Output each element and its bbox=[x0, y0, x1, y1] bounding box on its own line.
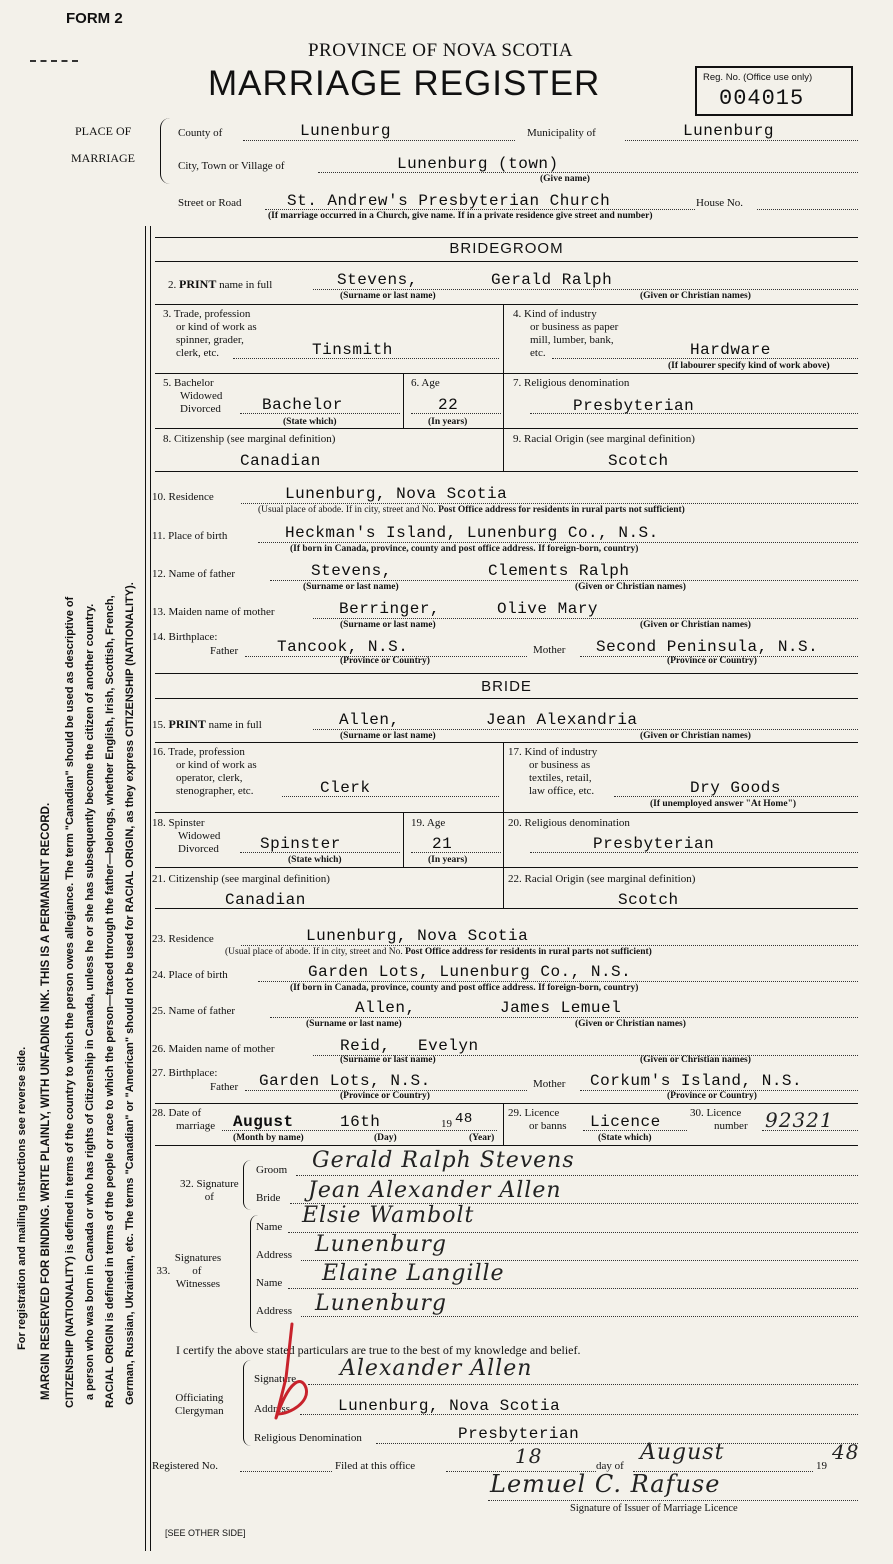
place-label-1: PLACE OF bbox=[75, 124, 132, 138]
margin-racial-def-1: RACIAL ORIGIN is defined in terms of the people or race to which the person—traced through the father—belongs, whether English, Irish, Scottish, French, bbox=[104, 595, 116, 1408]
licence-value: Licence bbox=[590, 1113, 661, 1131]
groom-row-rule-3 bbox=[155, 428, 858, 429]
bride-citizenship: Canadian bbox=[225, 891, 306, 909]
date-bottom-rule bbox=[155, 1145, 858, 1146]
licence-number: 92321 bbox=[765, 1108, 834, 1132]
clergy-address: Lunenburg, Nova Scotia bbox=[338, 1397, 561, 1415]
clergy-brace bbox=[243, 1360, 254, 1446]
bride-mother-given: Evelyn bbox=[418, 1037, 479, 1055]
groom-bp-father-note: (Province or Country) bbox=[340, 656, 430, 666]
bride-state-which: (State which) bbox=[288, 855, 342, 865]
bride-col-divider bbox=[503, 742, 504, 908]
groom-status-label: 5. Bachelor Widowed Divorced bbox=[163, 377, 223, 415]
witness2-name-label: Name bbox=[256, 1277, 283, 1289]
reg-no-value: 004015 bbox=[719, 86, 805, 111]
denomination: Presbyterian bbox=[458, 1425, 580, 1443]
groom-sig-line bbox=[296, 1175, 858, 1176]
month-note: (Month by name) bbox=[233, 1133, 304, 1143]
bride-religion: Presbyterian bbox=[593, 835, 715, 853]
municipality-line bbox=[625, 140, 858, 141]
bride-status-label: 18. Spinster Widowed Divorced bbox=[152, 817, 221, 855]
filed-day: 18 bbox=[515, 1444, 543, 1468]
licence-label: 29. Licence or banns bbox=[508, 1107, 567, 1132]
bridegroom-heading: BRIDEGROOM bbox=[449, 240, 564, 257]
bride-birth-note: (If born in Canada, province, county and post office address. If foreign-born, country) bbox=[290, 983, 639, 993]
see-other-side: [SEE OTHER SIDE] bbox=[165, 1528, 246, 1538]
street-value: St. Andrew's Presbyterian Church bbox=[287, 192, 611, 210]
bride-bp-mother-note: (Province or Country) bbox=[667, 1091, 757, 1101]
house-line bbox=[757, 209, 858, 210]
groom-industry-note: (If labourer specify kind of work above) bbox=[668, 361, 830, 371]
bride-name-line bbox=[313, 729, 858, 730]
bride-row-rule-3 bbox=[155, 867, 858, 868]
bride-father-label: 25. Name of father bbox=[152, 1005, 236, 1017]
bride-industry-note: (If unemployed answer "At Home") bbox=[650, 799, 797, 809]
groom-birth-line bbox=[258, 542, 858, 543]
marriage-day: 16th bbox=[340, 1113, 381, 1131]
margin-racial-def-2: German, Russian, Ukrainian, etc. The terms "Canadian" or "American" should not be used for RACIAL ORIGIN, as they express CITIZENSHIP (NATIONALITY). bbox=[124, 582, 136, 1405]
marriage-year: 48 bbox=[455, 1111, 473, 1127]
groom-age-divider bbox=[403, 373, 404, 428]
bride-birth-label: 24. Place of birth bbox=[152, 969, 228, 981]
bride-residence-note: (Usual place of abode. If in city, street and No. Post Office address for residents in rural parts not sufficient) bbox=[225, 947, 652, 957]
place-brace bbox=[160, 118, 171, 184]
reg-no-box bbox=[695, 66, 853, 116]
bride-surname: Allen, bbox=[339, 711, 400, 729]
groom-age-label: 6. Age bbox=[411, 377, 440, 389]
county-label: County of bbox=[178, 127, 223, 139]
groom-col-divider bbox=[503, 304, 504, 471]
witness2-address: Lunenburg bbox=[315, 1291, 447, 1316]
licence-state-which: (State which) bbox=[598, 1133, 652, 1143]
bride-bp-father-note: (Province or Country) bbox=[340, 1091, 430, 1101]
bride-age-note: (In years) bbox=[428, 855, 468, 865]
certify-statement: I certify the above stated particulars are true to the best of my knowledge and belief. bbox=[176, 1343, 581, 1357]
groom-residence-note: (Usual place of abode. If in city, street and No. Post Office address for residents in rural parts not sufficient) bbox=[258, 505, 685, 515]
marriage-month: August bbox=[233, 1113, 294, 1131]
groom-birth: Heckman's Island, Lunenburg Co., N.S. bbox=[285, 524, 659, 542]
groom-state-which: (State which) bbox=[283, 417, 337, 427]
day-note: (Day) bbox=[374, 1133, 397, 1143]
bride-age-label: 19. Age bbox=[411, 817, 446, 829]
bride-birthplace-mother: Corkum's Island, N.S. bbox=[590, 1072, 803, 1090]
bride-age-divider bbox=[403, 812, 404, 867]
house-label: House No. bbox=[696, 197, 744, 209]
bride-given-note: (Given or Christian names) bbox=[640, 731, 751, 741]
groom-residence: Lunenburg, Nova Scotia bbox=[285, 485, 508, 503]
bride-row-rule-1 bbox=[155, 742, 858, 743]
bride-racial: Scotch bbox=[618, 891, 679, 909]
groom-citizenship-label: 8. Citizenship (see marginal definition) bbox=[163, 433, 336, 445]
groom-trade: Tinsmith bbox=[312, 341, 393, 359]
day-of-label: day of bbox=[596, 1460, 624, 1472]
groom-age: 22 bbox=[438, 396, 459, 414]
groom-father-label: 12. Name of father bbox=[152, 568, 236, 580]
bride-religion-label: 20. Religious denomination bbox=[508, 817, 630, 829]
page-title: MARRIAGE REGISTER bbox=[208, 64, 601, 103]
bride-industry: Dry Goods bbox=[690, 779, 781, 797]
marriage-year-prefix: 19 bbox=[441, 1118, 452, 1130]
street-note: (If marriage occurred in a Church, give name. If in a private residence give street and number) bbox=[268, 211, 653, 221]
groom-bp-mother-note: (Province or Country) bbox=[667, 656, 757, 666]
groom-residence-line bbox=[241, 503, 858, 504]
bride-surname-note: (Surname or last name) bbox=[340, 731, 436, 741]
filed-year-prefix: 19 bbox=[816, 1460, 827, 1472]
binding-margin-line bbox=[145, 226, 146, 1551]
margin-citizenship-def-2: a person who was born in Canada or who has rights of Citizenship in Canada, unless he or she has subsequently become the citizen of another country. bbox=[84, 603, 96, 1400]
county-value: Lunenburg bbox=[300, 122, 391, 140]
groom-birthplace-label: 14. Birthplace: Father bbox=[152, 631, 239, 657]
bride-mother-given-note: (Given or Christian names) bbox=[640, 1055, 751, 1065]
groom-religion: Presbyterian bbox=[573, 397, 695, 415]
groom-mother-given: Olive Mary bbox=[497, 600, 599, 618]
bride-status: Spinster bbox=[260, 835, 341, 853]
filed-month: August bbox=[640, 1440, 725, 1465]
bride-birthplace-father: Garden Lots, N.S. bbox=[259, 1072, 431, 1090]
issuer-signature: Lemuel C. Rafuse bbox=[490, 1470, 721, 1498]
witness2-name: Elaine Langille bbox=[322, 1261, 505, 1286]
groom-sig-label: Groom bbox=[256, 1164, 288, 1176]
officiating-label: Officiating Clergyman bbox=[175, 1392, 224, 1417]
city-value: Lunenburg (town) bbox=[397, 155, 559, 173]
groom-father-line bbox=[270, 580, 858, 581]
bride-birth-line bbox=[258, 981, 858, 982]
groom-father-surname-note: (Surname or last name) bbox=[303, 582, 399, 592]
groom-given-note: (Given or Christian names) bbox=[640, 291, 751, 301]
red-check-mark bbox=[262, 1318, 322, 1428]
bride-heading-rule bbox=[155, 698, 858, 699]
clergy-sig-line bbox=[308, 1384, 858, 1385]
municipality-label: Municipality of bbox=[527, 127, 596, 139]
witness-label: Signatures 33. of Witnesses bbox=[156, 1252, 222, 1290]
give-name-note: (Give name) bbox=[540, 174, 590, 184]
street-label: Street or Road bbox=[178, 197, 242, 209]
signature-label: 32. Signature of bbox=[180, 1178, 239, 1203]
clergy-sig-label: Signature bbox=[254, 1373, 297, 1385]
issuer-line bbox=[488, 1500, 858, 1501]
groom-signature: Gerald Ralph Stevens bbox=[312, 1148, 575, 1173]
groom-birthplace-father: Tancook, N.S. bbox=[277, 638, 409, 656]
date-label: 28. Date of marriage bbox=[152, 1107, 216, 1132]
bride-father-surname-note: (Surname or last name) bbox=[306, 1019, 402, 1029]
groom-racial-label: 9. Racial Origin (see marginal definition) bbox=[513, 433, 695, 445]
denomination-label: Religious Denomination bbox=[254, 1432, 362, 1444]
registered-line bbox=[240, 1471, 332, 1472]
groom-name-label: 2. PRINT name in full bbox=[168, 277, 273, 291]
groom-father-surname: Stevens, bbox=[311, 562, 392, 580]
reg-no-label: Reg. No. (Office use only) bbox=[703, 72, 813, 83]
witness2-name-line bbox=[288, 1288, 858, 1289]
groom-age-note: (In years) bbox=[428, 417, 468, 427]
bride-bp-mother-label: Mother bbox=[533, 1078, 566, 1090]
bride-top-rule bbox=[155, 673, 858, 674]
bride-citizenship-label: 21. Citizenship (see marginal definition) bbox=[152, 873, 330, 885]
groom-mother-label: 13. Maiden name of mother bbox=[152, 606, 275, 618]
groom-birthplace-mother: Second Peninsula, N.S. bbox=[596, 638, 819, 656]
filed-label: Filed at this office bbox=[335, 1460, 416, 1472]
witness1-address-label: Address bbox=[256, 1249, 293, 1261]
groom-name-line bbox=[313, 289, 858, 290]
bride-father-given-note: (Given or Christian names) bbox=[575, 1019, 686, 1029]
issuer-label: Signature of Issuer of Marriage Licence bbox=[570, 1503, 738, 1514]
bride-trade: Clerk bbox=[320, 779, 371, 797]
bride-age-line bbox=[411, 852, 501, 853]
bride-birth: Garden Lots, Lunenburg Co., N.S. bbox=[308, 963, 632, 981]
bride-residence-line bbox=[241, 945, 858, 946]
groom-row-rule-4 bbox=[155, 471, 858, 472]
groom-industry-label: 4. Kind of industry or business as paper mill, lumber, bank, etc. bbox=[513, 308, 619, 359]
witness2-address-label: Address bbox=[256, 1305, 293, 1317]
margin-binding-notice: MARGIN RESERVED FOR BINDING. WRITE PLAINLY, WITH UNFADING INK. THIS IS A PERMANENT RECORD. bbox=[40, 802, 52, 1400]
bride-father-surname: Allen, bbox=[355, 999, 416, 1017]
witness1-name: Elsie Wambolt bbox=[302, 1203, 475, 1228]
groom-surname-note: (Surname or last name) bbox=[340, 291, 436, 301]
clergy-address-label: Address bbox=[254, 1403, 291, 1415]
groom-citizenship: Canadian bbox=[240, 452, 321, 470]
province-heading: PROVINCE OF NOVA SCOTIA bbox=[307, 40, 574, 61]
signature-brace bbox=[243, 1160, 254, 1210]
margin-instructions: For registration and mailing instructions see reverse side. bbox=[16, 1046, 28, 1350]
licence-no-label: 30. Licence number bbox=[690, 1107, 748, 1132]
groom-bp-mother-label: Mother bbox=[533, 644, 566, 656]
groom-trade-label: 3. Trade, profession or kind of work as spinner, grader, clerk, etc. bbox=[163, 308, 257, 359]
place-label-2: MARRIAGE bbox=[71, 151, 136, 165]
bride-mother-label: 26. Maiden name of mother bbox=[152, 1043, 275, 1055]
groom-row-rule-1 bbox=[155, 304, 858, 305]
groom-father-given: Clements Ralph bbox=[488, 562, 630, 580]
form-number: FORM 2 bbox=[66, 10, 123, 27]
filed-year: 48 bbox=[832, 1440, 860, 1464]
clergy-signature: Alexander Allen bbox=[340, 1356, 533, 1381]
bride-father-line bbox=[270, 1017, 858, 1018]
licence-divider bbox=[503, 1103, 504, 1145]
bride-industry-label: 17. Kind of industry or business as textiles, retail, law office, etc. bbox=[508, 746, 598, 797]
groom-residence-label: 10. Residence bbox=[152, 491, 214, 503]
groom-racial: Scotch bbox=[608, 452, 669, 470]
groom-row-rule-2 bbox=[155, 373, 858, 374]
bride-sig-label: Bride bbox=[256, 1192, 281, 1204]
bride-trade-line bbox=[282, 796, 499, 797]
witness1-name-label: Name bbox=[256, 1221, 283, 1233]
bride-heading: BRIDE bbox=[481, 678, 532, 695]
groom-father-given-note: (Given or Christian names) bbox=[575, 582, 686, 592]
bride-signature: Jean Alexander Allen bbox=[308, 1178, 562, 1203]
bridegroom-heading-rule bbox=[155, 261, 858, 262]
bride-racial-label: 22. Racial Origin (see marginal definition) bbox=[508, 873, 696, 885]
bride-mother-surname-note: (Surname or last name) bbox=[340, 1055, 436, 1065]
bridegroom-top-rule bbox=[155, 237, 858, 238]
groom-industry: Hardware bbox=[690, 341, 771, 359]
groom-given: Gerald Ralph bbox=[491, 271, 613, 289]
witness1-address: Lunenburg bbox=[315, 1232, 447, 1257]
city-label: City, Town or Village of bbox=[178, 160, 285, 172]
groom-birth-note: (If born in Canada, province, county and post office address. If foreign-born, country) bbox=[290, 544, 639, 554]
groom-status: Bachelor bbox=[262, 396, 343, 414]
groom-surname: Stevens, bbox=[337, 271, 418, 289]
margin-citizenship-def-1: CITIZENSHIP (NATIONALITY) is defined in terms of the country to which the person owes allegiance. The term "Canadian" should be used as descriptive of bbox=[64, 596, 76, 1408]
date-top-rule bbox=[155, 1103, 858, 1104]
bride-residence: Lunenburg, Nova Scotia bbox=[306, 927, 529, 945]
bride-name-label: 15. PRINT name in full bbox=[152, 717, 262, 731]
denomination-line bbox=[376, 1443, 858, 1444]
groom-mother-surname: Berringer, bbox=[339, 600, 441, 618]
groom-mother-given-note: (Given or Christian names) bbox=[640, 620, 751, 630]
year-note: (Year) bbox=[469, 1133, 495, 1143]
bride-row-rule-2 bbox=[155, 812, 858, 813]
county-line bbox=[243, 140, 515, 141]
bride-age: 21 bbox=[432, 835, 453, 853]
bride-mother-surname: Reid, bbox=[340, 1037, 391, 1055]
binding-margin-line-2 bbox=[150, 226, 151, 1551]
municipality-value: Lunenburg bbox=[683, 122, 774, 140]
bride-residence-label: 23. Residence bbox=[152, 933, 214, 945]
bride-given: Jean Alexandria bbox=[486, 711, 638, 729]
groom-mother-line bbox=[313, 618, 858, 619]
groom-birth-label: 11. Place of birth bbox=[152, 530, 228, 542]
registered-label: Registered No. bbox=[152, 1460, 218, 1472]
bride-row-rule-4 bbox=[155, 908, 858, 909]
bride-birthplace-label: 27. Birthplace: Father bbox=[152, 1067, 239, 1093]
witness2-address-line bbox=[301, 1316, 858, 1317]
bride-trade-label: 16. Trade, profession or kind of work as operator, clerk, stenographer, etc. bbox=[152, 746, 257, 797]
bride-father-given: James Lemuel bbox=[500, 999, 622, 1017]
groom-mother-surname-note: (Surname or last name) bbox=[340, 620, 436, 630]
groom-religion-label: 7. Religious denomination bbox=[513, 377, 630, 389]
